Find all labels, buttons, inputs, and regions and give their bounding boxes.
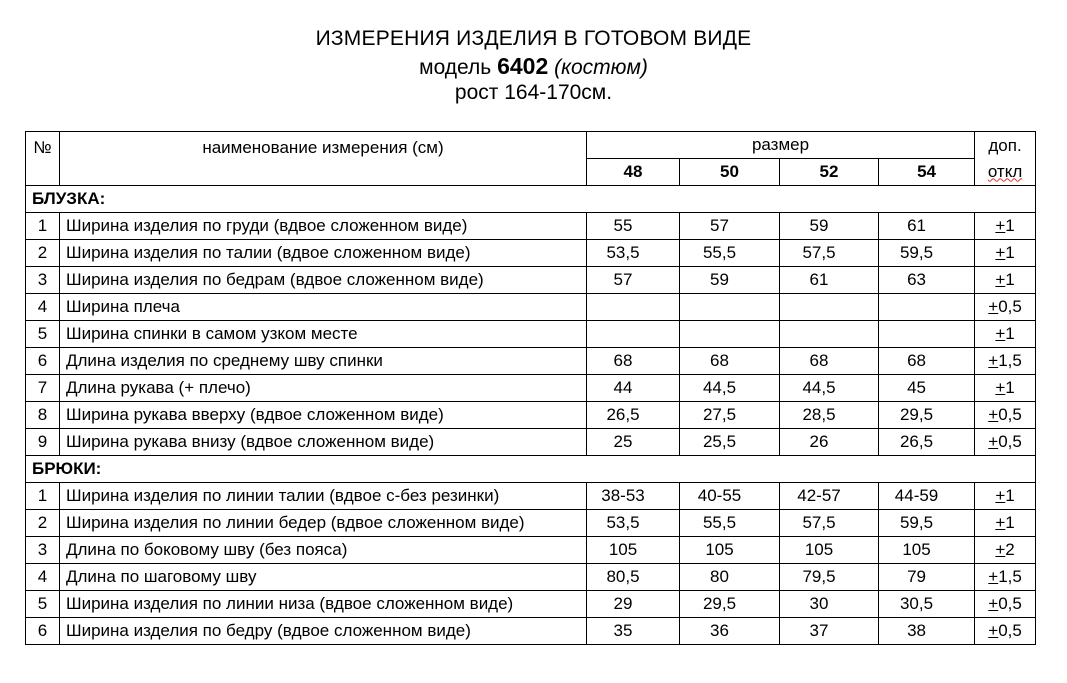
size-value: 38 (879, 618, 975, 645)
measurement-name: Ширина плеча (60, 294, 587, 321)
measurement-name: Ширина изделия по линии низа (вдвое сложенном виде) (60, 591, 587, 618)
section-title: БРЮКИ: (26, 456, 1036, 483)
table-row (26, 429, 1036, 456)
model-line (0, 52, 1067, 82)
tolerance-amount: 1,5 (998, 351, 1022, 370)
size-value: 30 (780, 591, 879, 618)
size-value (587, 321, 680, 348)
model-prefix: модель (419, 56, 492, 79)
table-row (26, 213, 1036, 240)
size-52: 52 (780, 159, 879, 186)
size-value: 44,5 (680, 375, 780, 402)
model-number: 6402 (497, 53, 549, 79)
size-value: 105 (879, 537, 975, 564)
row-number: 5 (26, 591, 60, 618)
measurement-name: Ширина изделия по бедру (вдвое сложенном виде) (60, 618, 587, 645)
section-title: БЛУЗКА: (26, 186, 1036, 213)
row-number: 6 (26, 618, 60, 645)
row-number: 8 (26, 402, 60, 429)
table-row (26, 483, 1036, 510)
tolerance-value (975, 213, 1036, 240)
size-value: 55 (587, 213, 680, 240)
size-value: 26,5 (587, 402, 680, 429)
table-row (26, 402, 1036, 429)
section-row (26, 456, 1036, 483)
row-number: 3 (26, 537, 60, 564)
row-number: 7 (26, 375, 60, 402)
tolerance-amount: 1 (1005, 243, 1015, 262)
header-tolerance-line1: доп. (988, 135, 1022, 155)
table-row (26, 564, 1036, 591)
size-value (879, 294, 975, 321)
tolerance-sign: + (995, 486, 1006, 505)
size-value: 30,5 (879, 591, 975, 618)
tolerance-amount: 1 (1005, 378, 1015, 397)
measurement-name: Длина по шаговому шву (60, 564, 587, 591)
table-row (26, 348, 1036, 375)
size-value: 55,5 (680, 510, 780, 537)
size-48: 48 (587, 159, 680, 186)
tolerance-sign: + (995, 513, 1006, 532)
measurement-name: Ширина изделия по груди (вдвое сложенном виде) (60, 213, 587, 240)
measurement-name: Ширина изделия по линии талии (вдвое с-без резинки) (60, 483, 587, 510)
tolerance-amount: 0,5 (998, 405, 1022, 424)
row-number: 1 (26, 483, 60, 510)
size-value: 25,5 (680, 429, 780, 456)
size-value: 57 (587, 267, 680, 294)
row-number: 9 (26, 429, 60, 456)
tolerance-value (975, 483, 1036, 510)
model-kind: (костюм) (554, 56, 648, 79)
header-name: наименование измерения (см) (60, 132, 587, 186)
size-value: 105 (587, 537, 680, 564)
tolerance-amount: 1 (1005, 513, 1015, 532)
header-size: размер (587, 132, 975, 159)
size-value: 42-57 (780, 483, 879, 510)
size-value: 55,5 (680, 240, 780, 267)
size-value: 79 (879, 564, 975, 591)
tolerance-value (975, 618, 1036, 645)
tolerance-value (975, 375, 1036, 402)
tolerance-value (975, 294, 1036, 321)
tolerance-amount: 1,5 (998, 567, 1022, 586)
size-value: 57,5 (780, 510, 879, 537)
size-value (680, 321, 780, 348)
size-value: 79,5 (780, 564, 879, 591)
height-range: рост 164-170см. (454, 81, 613, 104)
size-value: 68 (780, 348, 879, 375)
tolerance-sign: + (995, 324, 1006, 343)
tolerance-sign: + (995, 216, 1006, 235)
size-value: 59,5 (879, 240, 975, 267)
tolerance-value (975, 591, 1036, 618)
size-value: 37 (780, 618, 879, 645)
tolerance-amount: 1 (1005, 216, 1015, 235)
table-row (26, 537, 1036, 564)
header-tolerance (975, 132, 1036, 186)
header-tolerance-line2: откл (987, 161, 1023, 181)
tolerance-value (975, 402, 1036, 429)
size-value: 105 (680, 537, 780, 564)
size-value: 53,5 (587, 240, 680, 267)
measurements-table (25, 131, 1036, 645)
size-value: 26,5 (879, 429, 975, 456)
measurement-name: Ширина рукава вверху (вдвое сложенном виде) (60, 402, 587, 429)
table-row (26, 240, 1036, 267)
size-value: 44 (587, 375, 680, 402)
size-54: 54 (879, 159, 975, 186)
size-value: 68 (680, 348, 780, 375)
tolerance-value (975, 510, 1036, 537)
tolerance-value (975, 348, 1036, 375)
tolerance-value (975, 537, 1036, 564)
tolerance-amount: 2 (1005, 540, 1015, 559)
tolerance-sign: + (988, 405, 999, 424)
size-50: 50 (680, 159, 780, 186)
table-row (26, 321, 1036, 348)
size-value: 29,5 (879, 402, 975, 429)
size-value: 44-59 (879, 483, 975, 510)
table-row (26, 375, 1036, 402)
tolerance-sign: + (988, 594, 999, 613)
table-row (26, 591, 1036, 618)
tolerance-value (975, 240, 1036, 267)
size-value: 27,5 (680, 402, 780, 429)
size-value: 61 (780, 267, 879, 294)
table-row (26, 267, 1036, 294)
tolerance-sign: + (988, 351, 999, 370)
tolerance-amount: 1 (1005, 324, 1015, 343)
size-value (780, 294, 879, 321)
section-row (26, 186, 1036, 213)
size-value: 35 (587, 618, 680, 645)
header-num: № (26, 132, 60, 186)
size-value: 59 (680, 267, 780, 294)
size-value (680, 294, 780, 321)
size-value: 45 (879, 375, 975, 402)
size-value: 105 (780, 537, 879, 564)
size-value: 59 (780, 213, 879, 240)
size-value: 80,5 (587, 564, 680, 591)
tolerance-amount: 1 (1005, 486, 1015, 505)
measurement-name: Ширина изделия по линии бедер (вдвое сложенном виде) (60, 510, 587, 537)
size-value: 53,5 (587, 510, 680, 537)
size-value: 29 (587, 591, 680, 618)
row-number: 4 (26, 294, 60, 321)
size-value: 68 (587, 348, 680, 375)
tolerance-sign: + (988, 297, 999, 316)
size-value: 26 (780, 429, 879, 456)
size-value: 25 (587, 429, 680, 456)
table-row (26, 294, 1036, 321)
tolerance-sign: + (988, 621, 999, 640)
tolerance-sign: + (995, 378, 1006, 397)
tolerance-value (975, 429, 1036, 456)
size-value: 68 (879, 348, 975, 375)
size-value: 57 (680, 213, 780, 240)
tolerance-sign: + (988, 432, 999, 451)
measurement-name: Ширина изделия по талии (вдвое сложенном виде) (60, 240, 587, 267)
measurement-name: Ширина рукава внизу (вдвое сложенном виде) (60, 429, 587, 456)
tolerance-value (975, 321, 1036, 348)
measurement-name: Ширина изделия по бедрам (вдвое сложенном виде) (60, 267, 587, 294)
table-row (26, 510, 1036, 537)
size-value (780, 321, 879, 348)
size-value: 40-55 (680, 483, 780, 510)
row-number: 6 (26, 348, 60, 375)
document-title: ИЗМЕРЕНИЯ ИЗДЕЛИЯ В ГОТОВОМ ВИДЕ (315, 27, 752, 50)
tolerance-amount: 0,5 (998, 621, 1022, 640)
tolerance-amount: 0,5 (998, 297, 1022, 316)
row-number: 2 (26, 240, 60, 267)
measurement-name: Ширина спинки в самом узком месте (60, 321, 587, 348)
size-value: 36 (680, 618, 780, 645)
table-row (26, 618, 1036, 645)
row-number: 1 (26, 213, 60, 240)
tolerance-amount: 1 (1005, 270, 1015, 289)
size-value: 38-53 (587, 483, 680, 510)
size-value: 80 (680, 564, 780, 591)
tolerance-amount: 0,5 (998, 432, 1022, 451)
tolerance-sign: + (995, 540, 1006, 559)
size-value (879, 321, 975, 348)
tolerance-amount: 0,5 (998, 594, 1022, 613)
row-number: 2 (26, 510, 60, 537)
measurement-name: Длина изделия по среднему шву спинки (60, 348, 587, 375)
tolerance-sign: + (995, 270, 1006, 289)
measurement-name: Длина рукава (+ плечо) (60, 375, 587, 402)
tolerance-sign: + (988, 567, 999, 586)
size-value: 28,5 (780, 402, 879, 429)
size-value: 44,5 (780, 375, 879, 402)
tolerance-value (975, 267, 1036, 294)
size-value: 29,5 (680, 591, 780, 618)
tolerance-value (975, 564, 1036, 591)
size-value: 59,5 (879, 510, 975, 537)
measurement-name: Длина по боковому шву (без пояса) (60, 537, 587, 564)
row-number: 5 (26, 321, 60, 348)
tolerance-sign: + (995, 243, 1006, 262)
size-value: 63 (879, 267, 975, 294)
row-number: 3 (26, 267, 60, 294)
row-number: 4 (26, 564, 60, 591)
size-value: 61 (879, 213, 975, 240)
size-value (587, 294, 680, 321)
size-value: 57,5 (780, 240, 879, 267)
